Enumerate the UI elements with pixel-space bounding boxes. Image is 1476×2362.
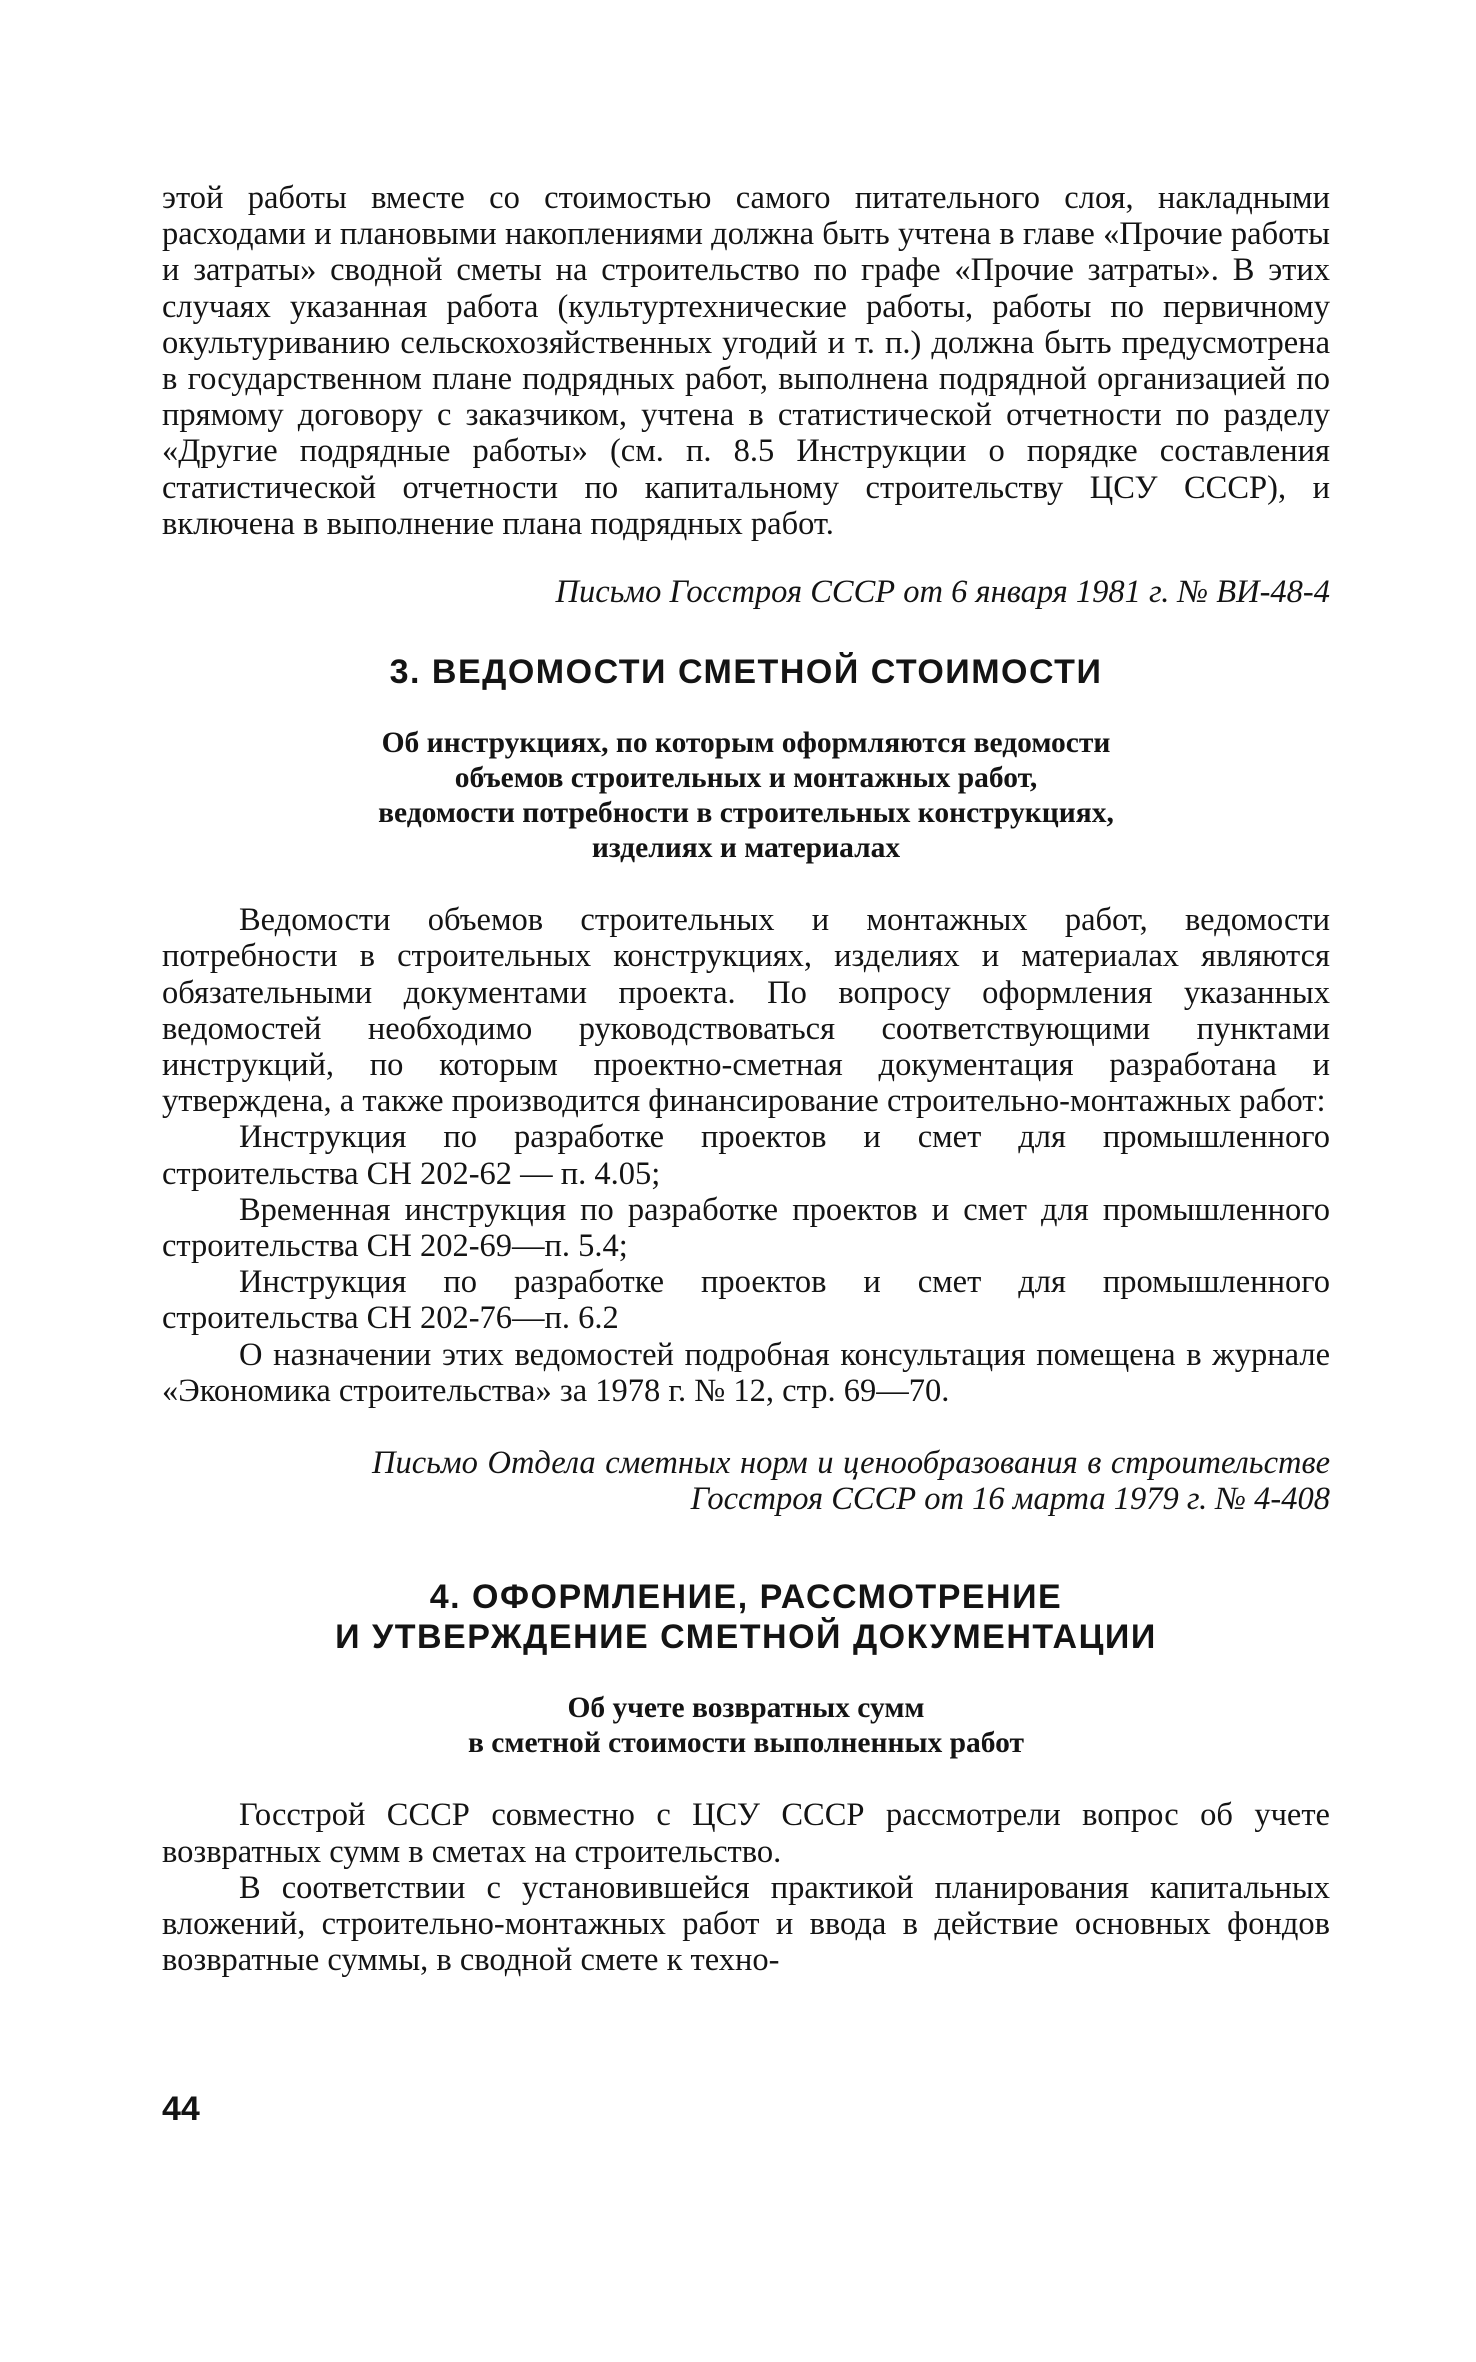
- section-heading: 3. ВЕДОМОСТИ СМЕТНОЙ СТОИМОСТИ: [389, 653, 1103, 692]
- body-paragraph: Временная инструкция по разработке проектов и смет для промышленного строительства СН 202-69—п. 5.4;: [162, 1191, 1330, 1265]
- subsection-heading: [162, 726, 1330, 866]
- section-heading-line: И УТВЕРЖДЕНИЕ СМЕТНОЙ ДОКУМЕНТАЦИИ: [335, 1618, 1157, 1657]
- body-paragraph: Госстрой СССР совместно с ЦСУ СССР рассмотрели вопрос об учете возвратных сумм в сметах на строительство.: [162, 1797, 1330, 1870]
- subsection-heading: [162, 1691, 1330, 1761]
- section-heading: [162, 1577, 1330, 1657]
- subsection-heading-line: в сметной стоимости выполненных работ: [467, 1727, 1025, 1760]
- subsection-heading-line: Об инструкциях, по которым оформляются ведомости: [381, 727, 1111, 760]
- subsection-heading-line: изделиях и материалах: [591, 832, 901, 865]
- body-paragraph: Инструкция по разработке проектов и смет для промышленного строительства СН 202-62 — п. 4.05;: [162, 1119, 1330, 1192]
- source-citation: Письмо Отдела сметных норм и ценообразования в строительстве Госстроя СССР от 16 марта 1979 г. № 4-408: [372, 1445, 1330, 1518]
- body-paragraph: Инструкция по разработке проектов и смет для промышленного строительства СН 202-76—п. 6.2: [162, 1264, 1330, 1337]
- body-paragraph: О назначении этих ведомостей подробная консультация помещена в журнале «Экономика строительства» за 1978 г. № 12, стр. 69—70.: [162, 1336, 1330, 1409]
- page-number: 44: [162, 2090, 200, 2128]
- body-paragraph: В соответствии с установившейся практикой планирования капитальных вложений, строительно-монтажных работ и ввода в действие основных фондов возвратные суммы, в сводной смете к техно-: [162, 1869, 1330, 1979]
- document-page: [162, 180, 1330, 1979]
- source-citation: Письмо Госстроя СССР от 6 января 1981 г. № ВИ-48-4: [555, 574, 1330, 611]
- subsection-heading-line: ведомости потребности в строительных конструкциях,: [378, 797, 1114, 830]
- section-heading-line: 4. ОФОРМЛЕНИЕ, РАССМОТРЕНИЕ: [429, 1578, 1063, 1617]
- subsection-heading-line: объемов строительных и монтажных работ,: [454, 762, 1038, 795]
- body-paragraph: Ведомости объемов строительных и монтажных работ, ведомости потребности в строительных конструкциях, изделиях и материалах являются обязательными документами проекта. По вопросу оформления указанных ведомостей необходимо руководствоваться соответствующими пунктами инструкций, по которым проектно-сметная документация разработана и утверждена, а также производится финансирование строительно-монтажных работ:: [162, 902, 1330, 1120]
- body-paragraph: этой работы вместе со стоимостью самого питательного слоя, накладными расходами и плановыми накоплениями должна быть учтена в главе «Прочие работы и затраты» сводной сметы на строительство по графе «Прочие затраты». В этих случаях указанная работа (культуртехнические работы, работы по первичному окультуриванию сельскохозяйственных угодий и т. п.) должна быть предусмотрена в государственном плане подрядных работ, выполнена подрядной организацией по прямому договору с заказчиком, учтена в статистической отчетности по разделу «Другие подрядные работы» (см. п. 8.5 Инструкции о порядке составления статистической отчетности по капитальному строительству ЦСУ СССР), и включена в выполнение плана подрядных работ.: [162, 180, 1330, 542]
- subsection-heading-line: Об учете возвратных сумм: [567, 1692, 925, 1725]
